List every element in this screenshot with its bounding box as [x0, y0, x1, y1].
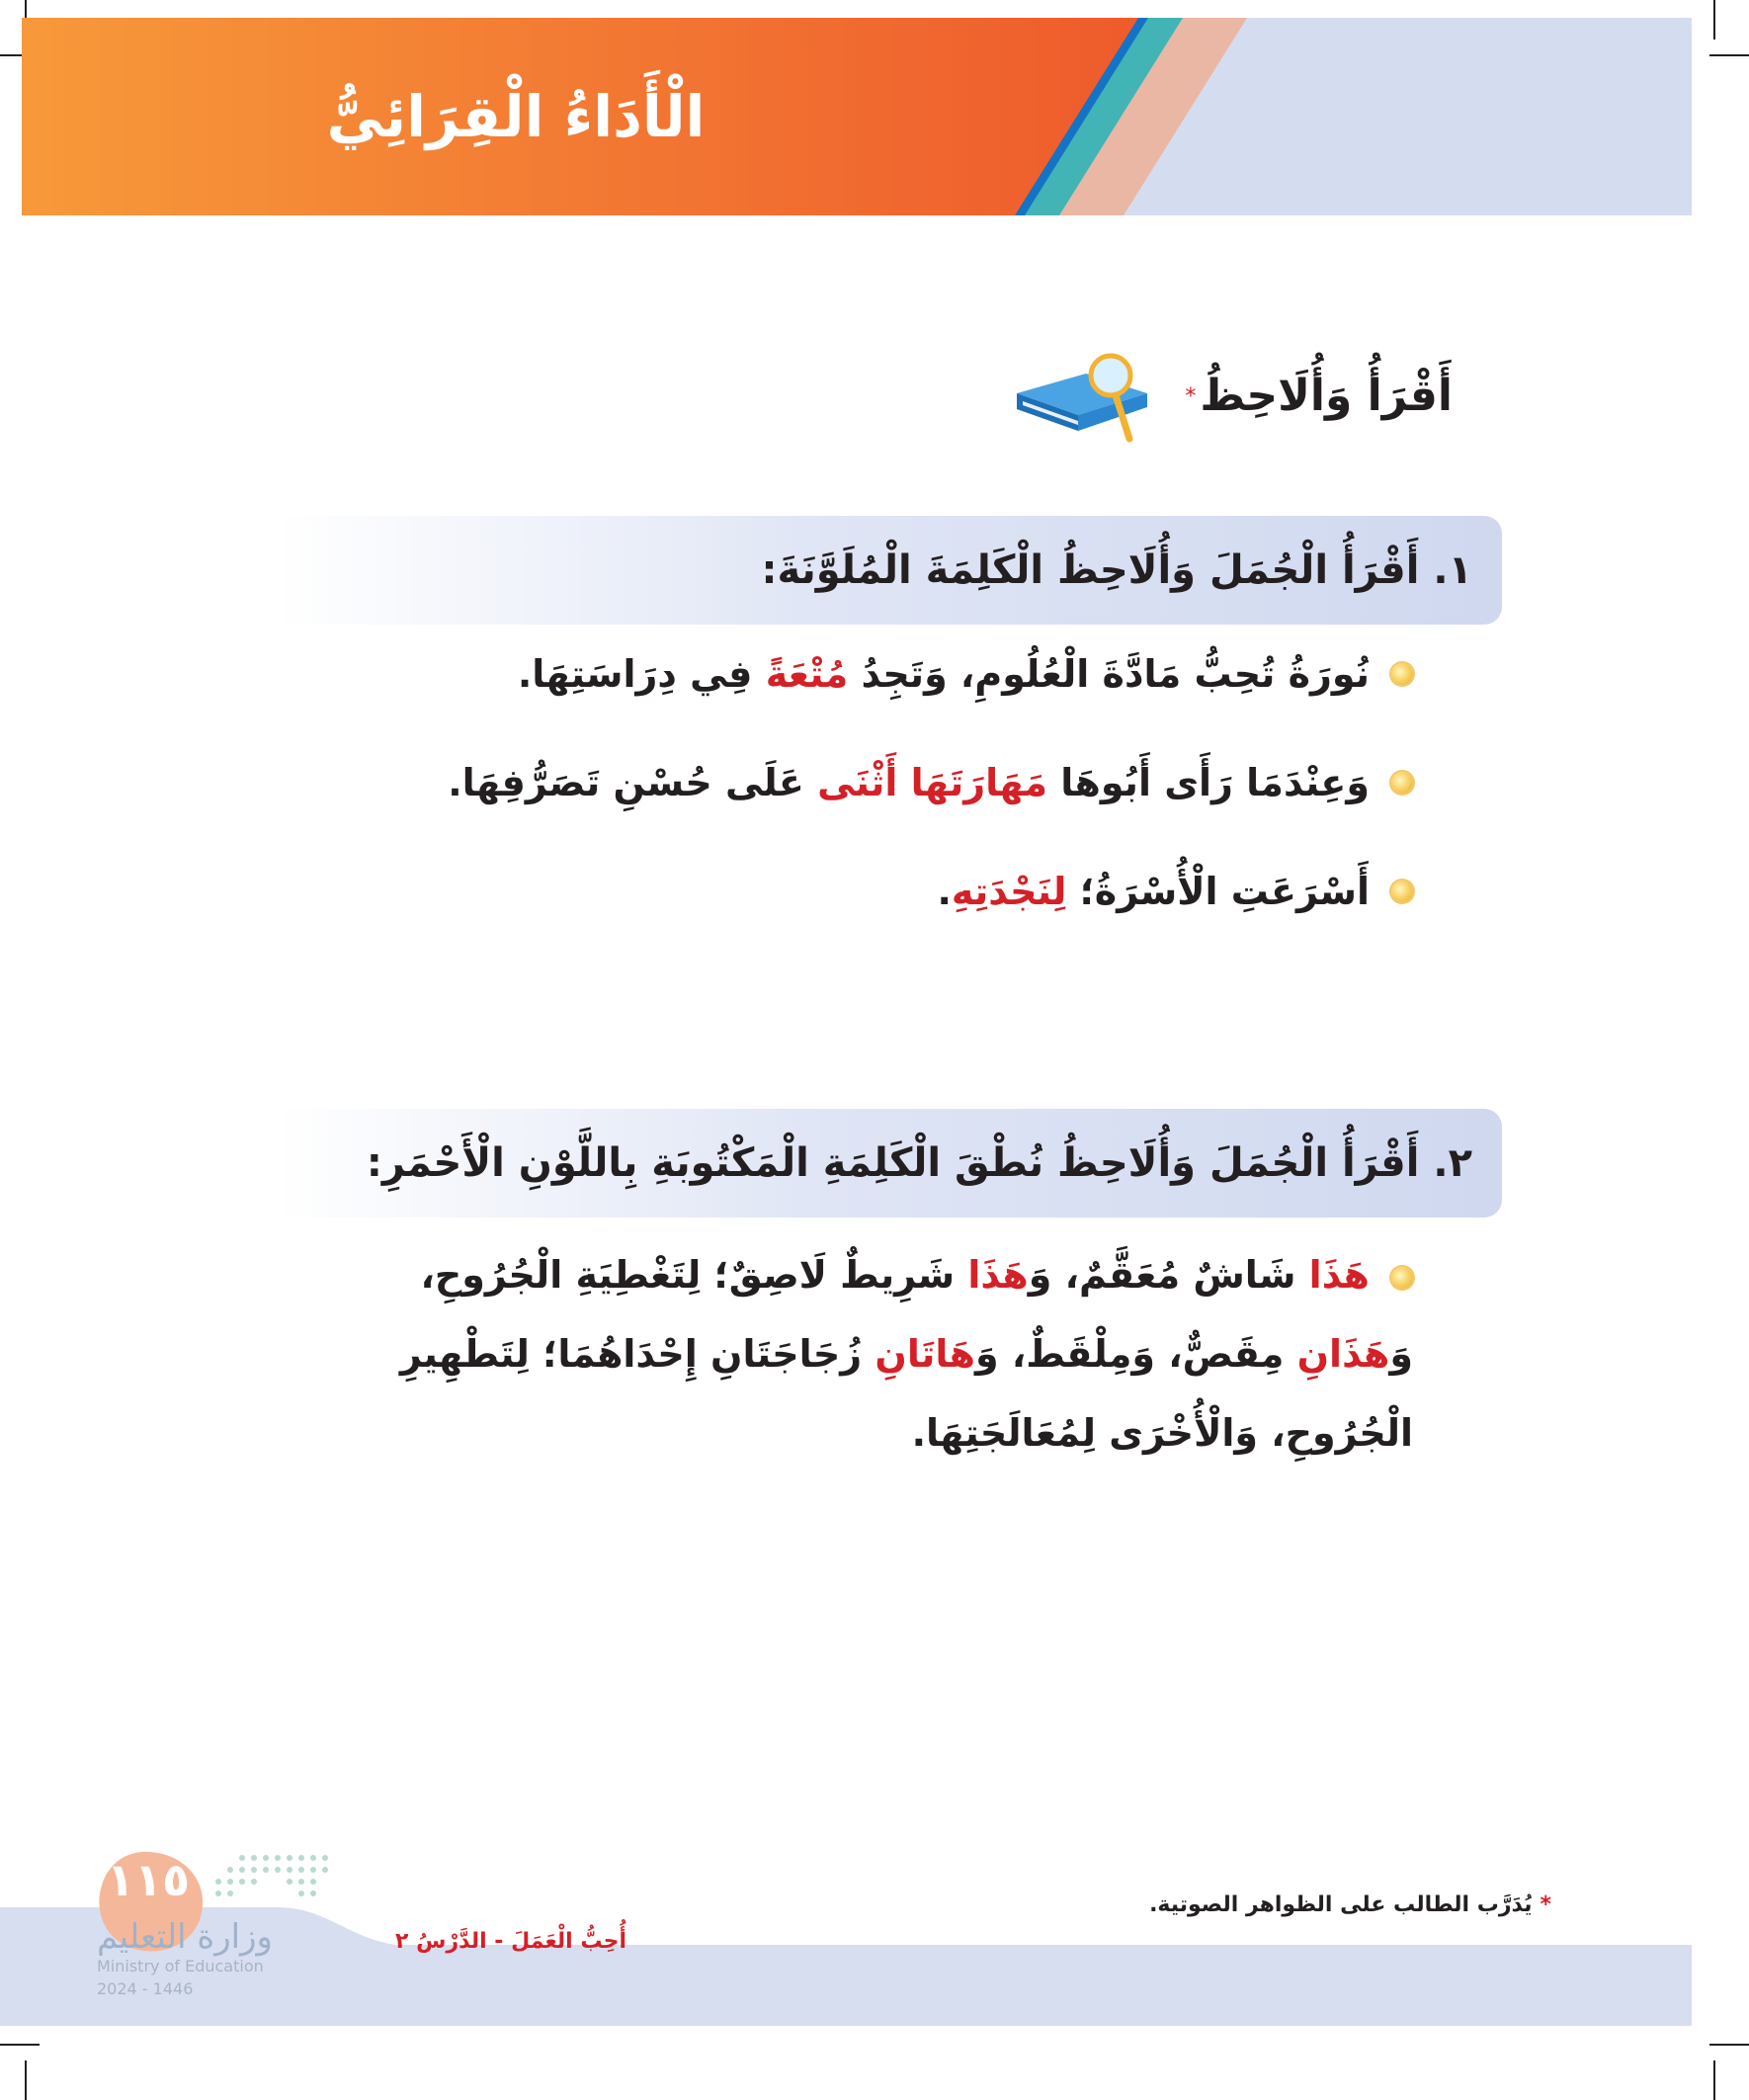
sentence-text: وَعِنْدَمَا رَأَى أَبُوهَا — [1060, 761, 1370, 804]
running-title: أُحِبُّ الْعَمَلَ - الدَّرْسُ ٢ — [395, 1929, 627, 1954]
highlighted-word: هَذَا — [1308, 1253, 1370, 1297]
sentence-1 — [518, 652, 1413, 696]
crop-mark — [25, 2060, 27, 2100]
header-banner — [22, 18, 1692, 215]
paragraph-text: مِقَصٌّ، وَمِلْقَطٌ، وَ — [975, 1332, 1285, 1376]
footnote-text: يُدَرَّب الطالب على الظواهر الصوتية. — [1149, 1892, 1533, 1917]
lesson-heading — [1007, 356, 1453, 435]
sentence-text: نُورَةُ تُحِبُّ مَادَّةَ الْعُلُومِ، وَتَجِدُ — [861, 652, 1370, 696]
highlighted-word: مَهَارَتَهَا أَثْنَى — [817, 761, 1047, 804]
highlighted-word: هَذَا — [967, 1253, 1029, 1297]
sentence-2 — [448, 761, 1413, 804]
lesson-heading-text — [1185, 371, 1453, 421]
crop-mark — [0, 2044, 40, 2046]
bullet-icon — [1391, 881, 1413, 902]
instruction-bar-2 — [277, 1109, 1502, 1218]
highlighted-word: مُتْعَةً — [765, 652, 849, 696]
ministry-name-en: Ministry of Education — [97, 1957, 264, 1975]
edition-year: 2024 - 1446 — [97, 1979, 194, 1998]
highlighted-word: هَذَانِ — [1296, 1332, 1390, 1376]
footnote — [1149, 1892, 1551, 1917]
sentence-text: فِي دِرَاسَتِهَا. — [517, 652, 753, 696]
footnote-asterisk: * — [1185, 384, 1197, 410]
instruction-1-text: ١. أَقْرَأُ الْجُمَلَ وَأُلَاحِظُ الْكَلِمَةَ الْمُلَوَّنَةَ: — [761, 547, 1472, 593]
sentence-text: أَسْرَعَتِ الْأُسْرَةُ؛ — [1079, 870, 1370, 913]
sentence-3 — [937, 870, 1413, 913]
book-magnifier-icon — [1007, 346, 1155, 445]
ministry-logo — [97, 1917, 273, 1998]
paragraph-text: شَاشٌ مُعَقَّمٌ، وَ — [1028, 1253, 1296, 1297]
paragraph-text: زُجَاجَتَانِ إِحْدَاهُمَا؛ لِتَطْهِيرِ الْجُرُوحِ، وَالْأُخْرَى لِمُعَالَجَتِهَا. — [399, 1332, 1413, 1455]
paragraph-text: شَرِيطٌ لَاصِقٌ؛ لِتَغْطِيَةِ الْجُرُوحِ، وَ — [420, 1253, 1413, 1376]
sentence-text: . — [937, 870, 952, 913]
sentence-text: عَلَى حُسْنِ تَصَرُّفِهَا. — [448, 761, 804, 804]
crop-mark — [1713, 2060, 1715, 2100]
instruction-bar-1 — [277, 516, 1502, 625]
crop-mark — [1709, 54, 1749, 56]
instruction-2-text: ٢. أَقْرَأُ الْجُمَلَ وَأُلَاحِظُ نُطْقَ الْكَلِمَةِ الْمَكْتُوبَةِ بِاللَّوْنِ الْأَحْمَرِ: — [366, 1140, 1472, 1186]
bullet-icon — [1391, 663, 1413, 685]
highlighted-word: لِنَجْدَتِهِ — [951, 870, 1067, 913]
highlighted-word: هَاتَانِ — [874, 1332, 975, 1376]
crop-mark — [1709, 2044, 1749, 2046]
page-title: الْأَدَاءُ الْقِرَائِيُّ — [326, 83, 706, 150]
crop-mark — [1713, 0, 1715, 40]
page-number: ١١٥ — [106, 1853, 191, 1906]
heading-label: أَقْرَأُ وَأُلَاحِظُ — [1200, 370, 1453, 421]
footnote-asterisk: * — [1540, 1892, 1551, 1917]
bullet-icon — [1391, 772, 1413, 794]
paragraph — [346, 1235, 1413, 1472]
ministry-name-ar: وزارة التعليم — [97, 1917, 273, 1957]
bullet-icon — [1391, 1267, 1413, 1289]
